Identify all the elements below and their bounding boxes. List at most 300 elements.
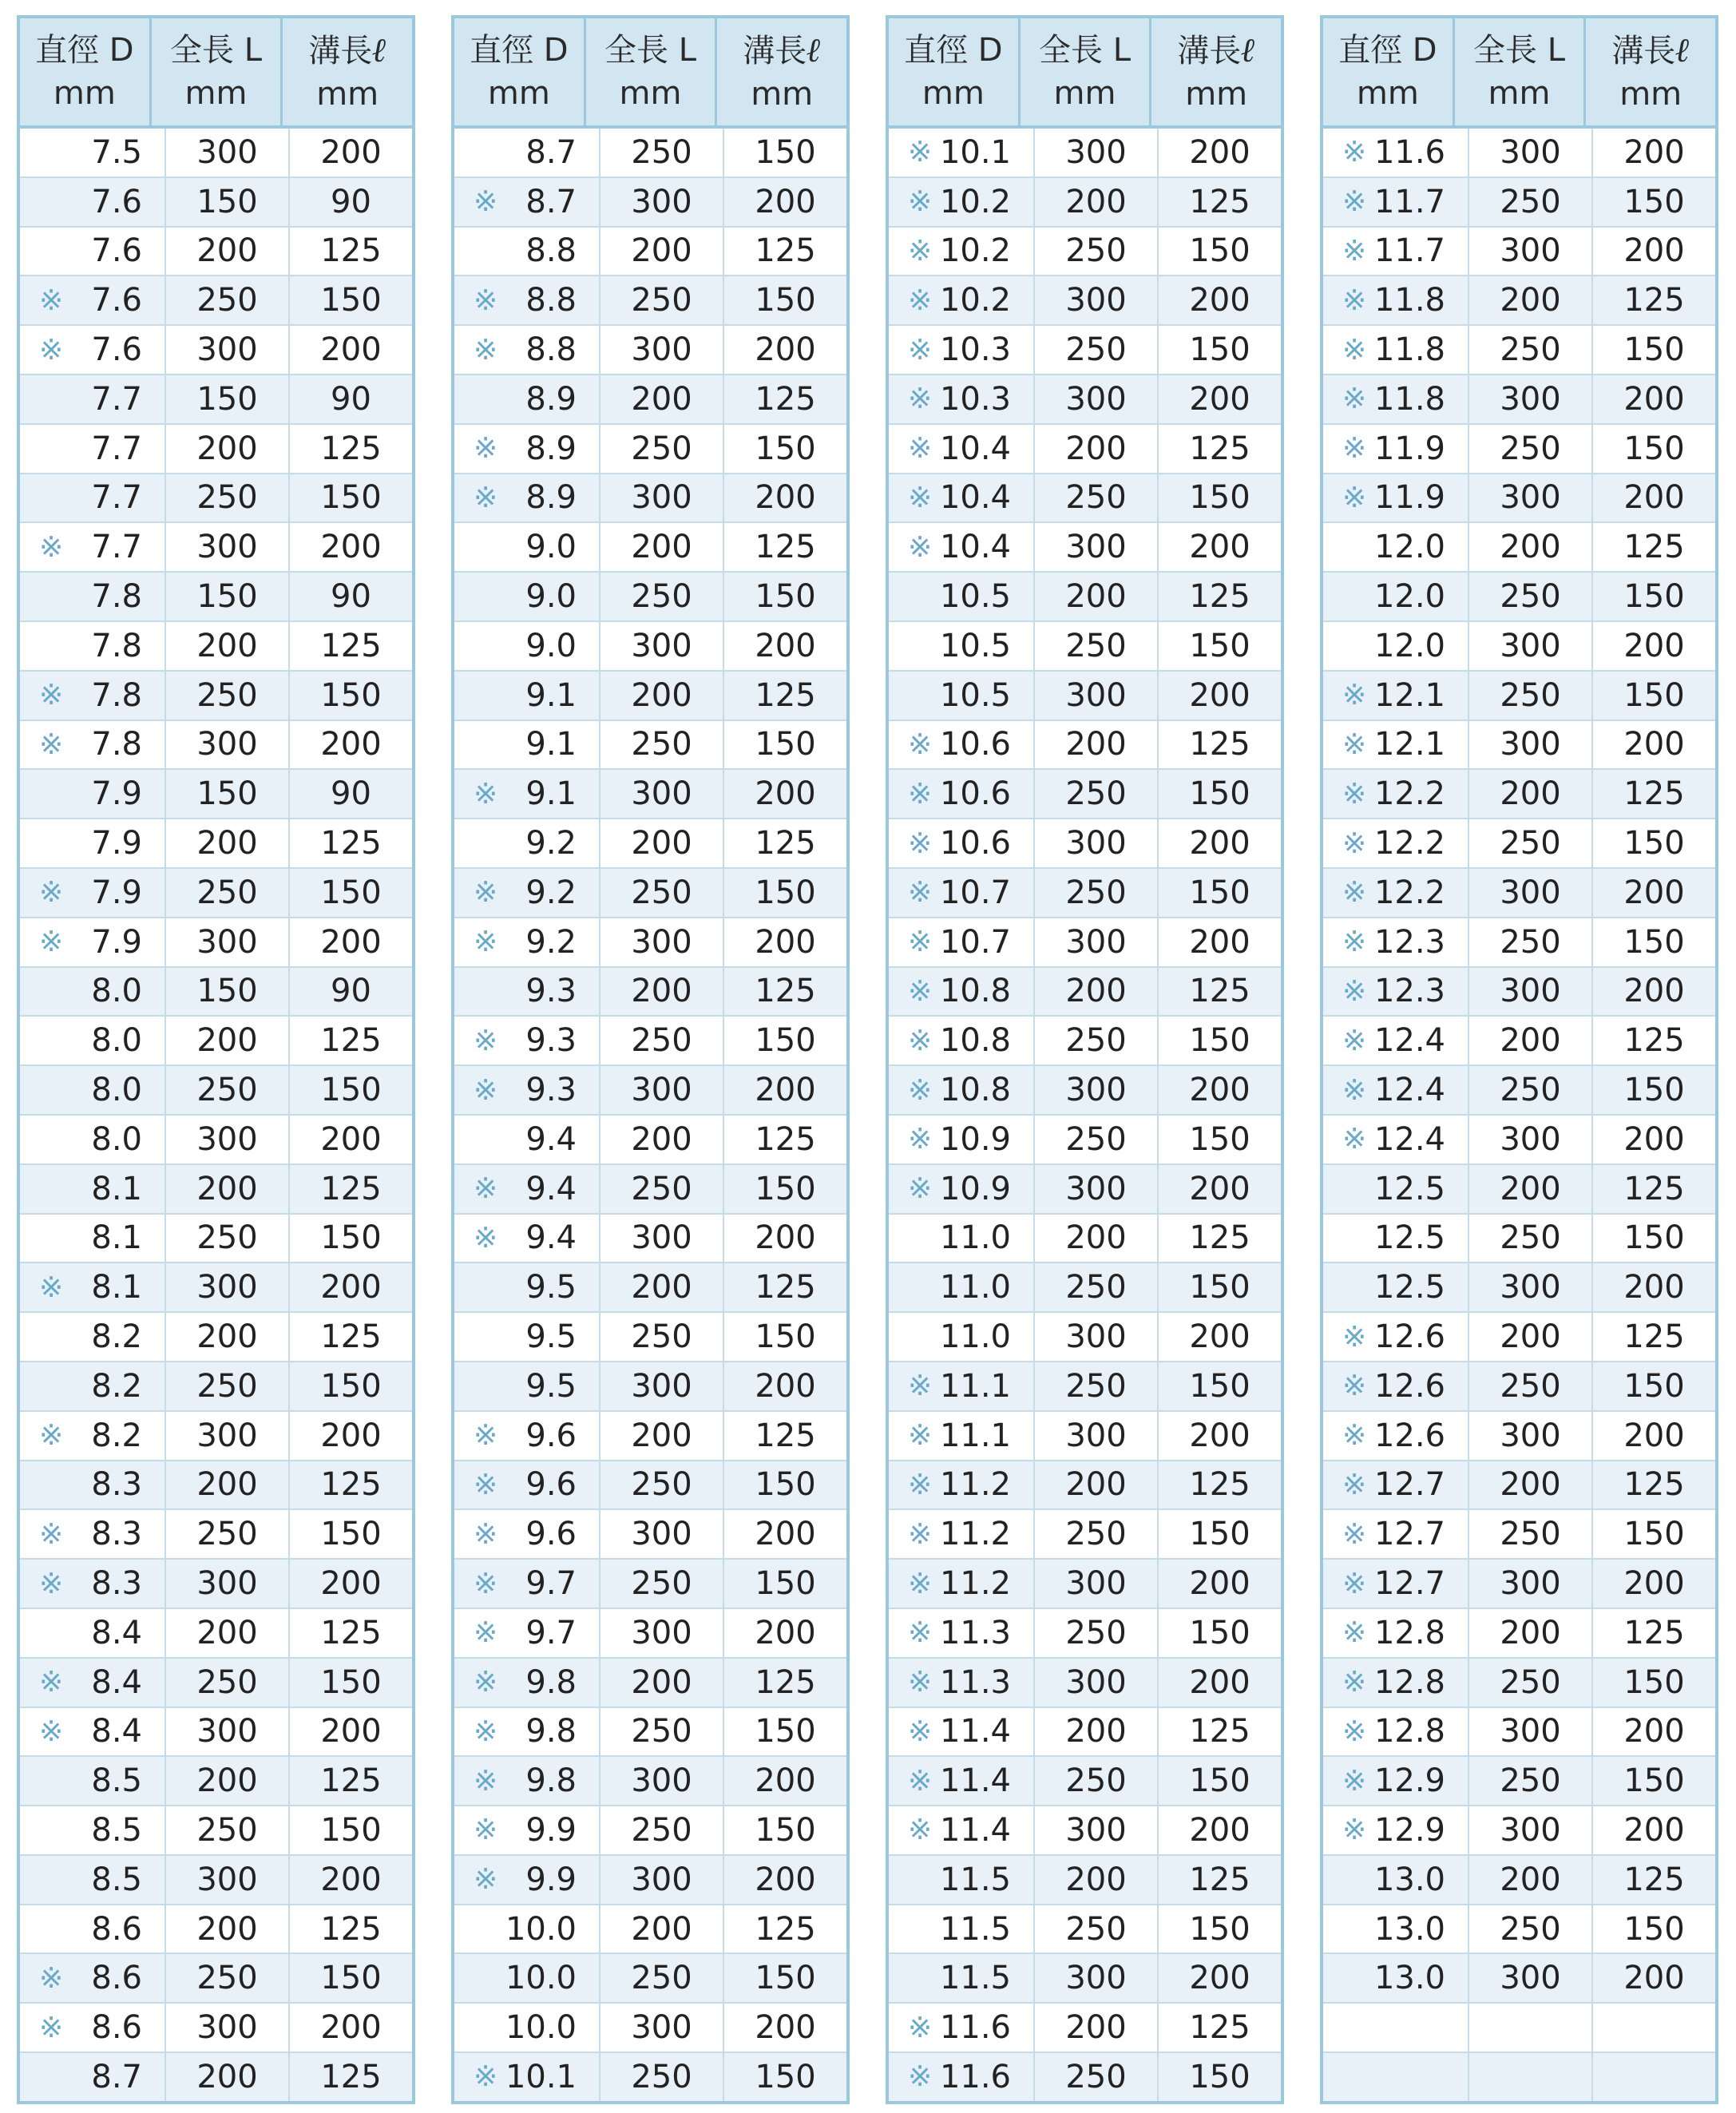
flute-length-cell: 200 xyxy=(1623,479,1685,517)
flute-length-cell: 200 xyxy=(1623,380,1685,418)
length-cell: 150 xyxy=(166,573,290,620)
flute-length-cell: 125 xyxy=(1189,973,1250,1010)
flute-length-cell: 125 xyxy=(320,232,382,270)
length-cell: 200 xyxy=(1469,276,1593,324)
flute-length-cell: 200 xyxy=(1623,1565,1685,1602)
diameter-cell xyxy=(454,1856,600,1904)
flute-length-cell: 150 xyxy=(755,1713,816,1750)
special-order-mark: ※ xyxy=(474,1172,498,1206)
diameter-value: 11.3 xyxy=(939,1614,1011,1651)
diameter-cell xyxy=(1323,721,1469,769)
diameter-cell xyxy=(889,1806,1035,1854)
diameter-value: 10.9 xyxy=(939,1120,1011,1158)
length-cell: 200 xyxy=(166,1313,290,1361)
flute-length-cell: 125 xyxy=(320,1614,382,1651)
table-row xyxy=(889,2004,1281,2053)
length-cell: 200 xyxy=(600,672,724,720)
diameter-cell xyxy=(454,276,600,324)
length-cell: 300 xyxy=(600,770,724,818)
diameter-cell xyxy=(889,918,1035,966)
flute-length-cell: 200 xyxy=(755,1861,816,1898)
diameter-value: 12.9 xyxy=(1373,1762,1445,1800)
length-cell: 300 xyxy=(1035,1313,1159,1361)
flute-length-cell: 150 xyxy=(1623,1663,1685,1701)
diameter-value: 12.4 xyxy=(1373,1072,1445,1109)
flute-length-cell: 200 xyxy=(1189,1565,1250,1602)
diameter-value: 12.4 xyxy=(1373,1022,1445,1060)
diameter-value: 7.6 xyxy=(91,282,142,319)
header-flute-title: 溝長 xyxy=(743,32,807,69)
diameter-cell xyxy=(454,1215,600,1263)
length-cell: 200 xyxy=(1469,1609,1593,1657)
flute-length-cell: 200 xyxy=(755,2009,816,2047)
flute-length-cell: 125 xyxy=(1623,1318,1685,1356)
diameter-cell xyxy=(454,1708,600,1756)
table-row xyxy=(1323,1659,1715,1708)
diameter-value: 10.5 xyxy=(939,578,1011,616)
diameter-value: 8.9 xyxy=(525,430,577,467)
length-cell: 250 xyxy=(600,1708,724,1756)
table-row xyxy=(454,1263,846,1313)
table-row xyxy=(1323,1263,1715,1313)
header-unit: mm xyxy=(1185,75,1248,113)
diameter-value: 7.8 xyxy=(91,676,142,714)
diameter-cell xyxy=(1323,770,1469,818)
special-order-mark: ※ xyxy=(1342,1666,1367,1699)
length-cell: 250 xyxy=(1469,1066,1593,1114)
table-row xyxy=(454,968,846,1017)
header-diameter-title: 直徑 D xyxy=(1338,32,1437,69)
flute-length-cell: 200 xyxy=(755,331,816,369)
table-row xyxy=(889,1066,1281,1116)
diameter-value: 12.0 xyxy=(1373,529,1445,566)
flute-length-cell: 200 xyxy=(320,1120,382,1158)
diameter-cell xyxy=(889,1066,1035,1114)
length-cell: 200 xyxy=(600,819,724,867)
special-order-mark: ※ xyxy=(474,1863,498,1897)
diameter-cell xyxy=(889,178,1035,226)
diameter-value: 11.3 xyxy=(939,1663,1011,1701)
table-row xyxy=(889,1313,1281,1362)
diameter-cell xyxy=(889,1659,1035,1707)
diameter-value: 9.3 xyxy=(525,973,577,1010)
length-cell: 300 xyxy=(1469,375,1593,423)
flute-length-cell: 125 xyxy=(320,627,382,664)
diameter-cell xyxy=(889,968,1035,1016)
special-order-mark: ※ xyxy=(474,1024,498,1057)
header-unit: mm xyxy=(487,75,550,112)
length-cell: 200 xyxy=(1035,721,1159,769)
length-cell: 300 xyxy=(1469,1560,1593,1608)
length-cell: 300 xyxy=(166,129,290,176)
diameter-cell xyxy=(889,1560,1035,1608)
flute-length-cell: 150 xyxy=(320,1367,382,1405)
table-body xyxy=(889,129,1281,2101)
diameter-value: 12.6 xyxy=(1373,1367,1445,1405)
diameter-cell xyxy=(454,1066,600,1114)
length-cell: 200 xyxy=(166,2053,290,2101)
special-order-mark: ※ xyxy=(1342,1123,1367,1156)
diameter-cell xyxy=(1323,1116,1469,1164)
length-cell: 300 xyxy=(600,1362,724,1410)
diameter-cell xyxy=(20,1263,166,1311)
diameter-cell xyxy=(1323,1165,1469,1213)
length-cell: 250 xyxy=(600,573,724,620)
diameter-value: 7.7 xyxy=(91,430,142,467)
table-row xyxy=(454,1905,846,1955)
length-cell: 250 xyxy=(600,1165,724,1213)
table-row xyxy=(889,228,1281,277)
length-cell: 300 xyxy=(1469,1954,1593,2002)
length-cell: 300 xyxy=(1035,375,1159,423)
special-order-mark: ※ xyxy=(908,1764,933,1798)
flute-length-cell: 125 xyxy=(1623,1614,1685,1651)
special-order-mark: ※ xyxy=(1342,1715,1367,1748)
diameter-value: 10.5 xyxy=(939,627,1011,664)
length-cell: 300 xyxy=(1035,1066,1159,1114)
length-cell: 250 xyxy=(1035,228,1159,276)
length-cell: 200 xyxy=(1035,425,1159,473)
diameter-value: 12.5 xyxy=(1373,1170,1445,1207)
header-length-title: 全長 L xyxy=(170,32,262,69)
flute-length-cell: 90 xyxy=(331,775,371,813)
length-cell: 250 xyxy=(166,1215,290,1263)
header-length xyxy=(152,18,283,125)
diameter-cell xyxy=(20,1362,166,1410)
diameter-value: 11.9 xyxy=(1373,479,1445,517)
special-order-mark: ※ xyxy=(1342,1468,1367,1501)
table-row xyxy=(454,228,846,277)
special-order-mark: ※ xyxy=(39,333,64,367)
length-cell: 150 xyxy=(166,770,290,818)
length-cell: 250 xyxy=(600,1954,724,2002)
diameter-cell xyxy=(889,1412,1035,1460)
length-cell: 200 xyxy=(600,1905,724,1953)
table-row xyxy=(20,2004,412,2053)
diameter-cell xyxy=(889,573,1035,620)
diameter-cell xyxy=(1323,968,1469,1016)
table-row xyxy=(454,869,846,918)
diameter-value: 10.4 xyxy=(939,479,1011,517)
table-row xyxy=(1323,1905,1715,1955)
diameter-value: 9.9 xyxy=(525,1861,577,1898)
special-order-mark: ※ xyxy=(908,481,933,514)
special-order-mark: ※ xyxy=(39,1715,64,1748)
table-row xyxy=(889,1362,1281,1412)
special-order-mark: ※ xyxy=(1342,1567,1367,1600)
diameter-cell xyxy=(20,672,166,720)
special-order-mark: ※ xyxy=(1342,1517,1367,1551)
length-cell: 250 xyxy=(600,425,724,473)
length-cell: 300 xyxy=(1469,474,1593,522)
table-row xyxy=(1323,1215,1715,1264)
table-row xyxy=(20,968,412,1017)
header-flute-title-wrap xyxy=(743,29,821,73)
table-row xyxy=(20,869,412,918)
length-cell: 250 xyxy=(166,474,290,522)
special-order-mark: ※ xyxy=(908,2011,933,2044)
special-order-mark: ※ xyxy=(474,432,498,466)
diameter-cell xyxy=(1323,129,1469,176)
table-row xyxy=(889,375,1281,425)
length-cell: 200 xyxy=(1469,1017,1593,1064)
table-row xyxy=(889,178,1281,228)
flute-length-cell: 125 xyxy=(1623,1170,1685,1207)
length-cell: 200 xyxy=(1469,1313,1593,1361)
table-row xyxy=(454,573,846,622)
flute-length-cell: 200 xyxy=(320,133,382,171)
diameter-cell xyxy=(889,1017,1035,1064)
diameter-value: 9.8 xyxy=(525,1762,577,1800)
flute-length-cell: 125 xyxy=(320,1318,382,1356)
table-row xyxy=(889,1017,1281,1066)
diameter-cell xyxy=(1323,2053,1469,2101)
flute-length-cell: 200 xyxy=(1189,825,1250,862)
diameter-cell xyxy=(1323,276,1469,324)
table-row xyxy=(889,1708,1281,1758)
table-row xyxy=(1323,918,1715,968)
diameter-value: 7.9 xyxy=(91,923,142,961)
flute-length-cell: 150 xyxy=(1623,1762,1685,1800)
length-cell: 300 xyxy=(1469,869,1593,917)
flute-length-cell: 200 xyxy=(1189,133,1250,171)
length-cell: 300 xyxy=(1035,672,1159,720)
diameter-value: 12.7 xyxy=(1373,1565,1445,1602)
length-cell: 250 xyxy=(1035,1017,1159,1064)
table-row xyxy=(20,1215,412,1264)
diameter-cell xyxy=(20,523,166,571)
diameter-cell xyxy=(889,869,1035,917)
diameter-value: 10.7 xyxy=(939,923,1011,961)
diameter-cell xyxy=(20,1954,166,2002)
length-cell: 200 xyxy=(1035,1215,1159,1263)
diameter-value: 8.1 xyxy=(91,1170,142,1207)
diameter-value: 12.6 xyxy=(1373,1417,1445,1454)
flute-length-cell: 150 xyxy=(1623,578,1685,616)
special-order-mark: ※ xyxy=(908,1666,933,1699)
flute-length-cell: 200 xyxy=(320,1713,382,1750)
table-row xyxy=(1323,1017,1715,1066)
flute-length-cell: 150 xyxy=(1623,825,1685,862)
header-flute-length xyxy=(717,18,846,125)
diameter-value: 8.7 xyxy=(91,2058,142,2095)
table-row xyxy=(889,1659,1281,1708)
length-cell: 250 xyxy=(1469,1215,1593,1263)
header-unit: mm xyxy=(1619,75,1682,113)
diameter-value: 12.0 xyxy=(1373,627,1445,664)
diameter-cell xyxy=(1323,1017,1469,1064)
diameter-cell xyxy=(889,1215,1035,1263)
special-order-mark: ※ xyxy=(1342,383,1367,416)
special-order-mark: ※ xyxy=(474,876,498,910)
special-order-mark: ※ xyxy=(1342,1073,1367,1107)
diameter-value: 11.0 xyxy=(939,1219,1011,1257)
length-cell: 200 xyxy=(600,968,724,1016)
header-flute-title-wrap xyxy=(1177,29,1255,73)
special-order-mark: ※ xyxy=(908,876,933,910)
length-cell: 200 xyxy=(1035,1856,1159,1904)
length-cell: 250 xyxy=(166,1510,290,1558)
flute-length-cell: 200 xyxy=(1189,1960,1250,1997)
diameter-value: 9.1 xyxy=(525,676,577,714)
diameter-cell xyxy=(454,770,600,818)
special-order-mark: ※ xyxy=(1342,1764,1367,1798)
header-flute-symbol: ℓ xyxy=(1241,30,1256,69)
diameter-value: 8.7 xyxy=(525,133,577,171)
flute-length-cell: 125 xyxy=(1189,1219,1250,1257)
header-unit: mm xyxy=(619,75,682,112)
length-cell: 200 xyxy=(1035,573,1159,620)
length-cell: 250 xyxy=(1469,425,1593,473)
diameter-value: 11.8 xyxy=(1373,282,1445,319)
diameter-value: 9.6 xyxy=(525,1417,577,1454)
flute-length-cell: 200 xyxy=(320,1269,382,1306)
length-cell: 300 xyxy=(1035,819,1159,867)
special-order-mark: ※ xyxy=(474,777,498,811)
diameter-value: 9.3 xyxy=(525,1022,577,1060)
flute-length-cell: 200 xyxy=(1189,923,1250,961)
header-flute-length xyxy=(1586,18,1715,125)
size-table xyxy=(1320,15,1718,2104)
diameter-value: 8.9 xyxy=(525,479,577,517)
diameter-value: 12.8 xyxy=(1373,1663,1445,1701)
table-row xyxy=(889,1806,1281,1856)
flute-length-cell: 125 xyxy=(755,1663,816,1701)
header-unit: mm xyxy=(1356,75,1419,112)
table-body xyxy=(454,129,846,2101)
table-row xyxy=(20,523,412,573)
length-cell: 150 xyxy=(166,375,290,423)
special-order-mark: ※ xyxy=(474,1666,498,1699)
special-order-mark: ※ xyxy=(39,926,64,959)
special-order-mark: ※ xyxy=(1342,974,1367,1008)
length-cell: 250 xyxy=(1035,1905,1159,1953)
diameter-cell xyxy=(889,819,1035,867)
diameter-cell xyxy=(1323,1609,1469,1657)
flute-length-cell: 200 xyxy=(1623,874,1685,911)
flute-length-cell: 150 xyxy=(1189,874,1250,911)
length-cell: 250 xyxy=(1035,1263,1159,1311)
diameter-value: 10.6 xyxy=(939,726,1011,763)
flute-length-cell: 150 xyxy=(1189,775,1250,813)
length-cell: 300 xyxy=(600,474,724,522)
length-cell: 300 xyxy=(600,1215,724,1263)
diameter-cell xyxy=(20,1560,166,1608)
length-cell: 300 xyxy=(1469,968,1593,1016)
diameter-value: 9.5 xyxy=(525,1269,577,1306)
length-cell: 200 xyxy=(600,228,724,276)
table-row xyxy=(889,1165,1281,1215)
diameter-value: 11.5 xyxy=(939,1861,1011,1898)
flute-length-cell: 150 xyxy=(755,282,816,319)
diameter-value: 11.8 xyxy=(1373,380,1445,418)
header-diameter xyxy=(1323,18,1455,125)
table-row xyxy=(454,178,846,228)
diameter-value: 10.0 xyxy=(505,2009,577,2047)
diameter-cell xyxy=(889,474,1035,522)
flute-length-cell: 200 xyxy=(755,479,816,517)
length-cell xyxy=(1469,2004,1593,2052)
diameter-cell xyxy=(454,425,600,473)
special-order-mark: ※ xyxy=(908,926,933,959)
special-order-mark: ※ xyxy=(908,1024,933,1057)
flute-length-cell: 200 xyxy=(1189,1811,1250,1849)
special-order-mark: ※ xyxy=(1342,876,1367,910)
flute-length-cell: 125 xyxy=(1189,430,1250,467)
flute-length-cell: 150 xyxy=(755,2058,816,2095)
diameter-value: 10.9 xyxy=(939,1170,1011,1207)
diameter-cell xyxy=(454,1116,600,1164)
table-row xyxy=(20,1362,412,1412)
length-cell: 200 xyxy=(600,1412,724,1460)
flute-length-cell: 150 xyxy=(320,1960,382,1997)
length-cell: 300 xyxy=(1035,1806,1159,1854)
table-row xyxy=(1323,425,1715,474)
length-cell: 250 xyxy=(1469,1510,1593,1558)
header-flute-title-wrap xyxy=(308,29,386,73)
length-cell: 300 xyxy=(600,622,724,670)
flute-length-cell: 200 xyxy=(1189,1318,1250,1356)
table-row xyxy=(1323,1461,1715,1511)
table-row xyxy=(20,918,412,968)
table-row xyxy=(1323,178,1715,228)
diameter-cell xyxy=(454,1412,600,1460)
diameter-value: 12.5 xyxy=(1373,1219,1445,1257)
diameter-value: 10.8 xyxy=(939,1022,1011,1060)
diameter-value: 7.9 xyxy=(91,874,142,911)
diameter-cell xyxy=(20,721,166,769)
length-cell: 250 xyxy=(600,869,724,917)
diameter-value: 8.0 xyxy=(91,1072,142,1109)
flute-length-cell: 125 xyxy=(755,529,816,566)
table-row xyxy=(454,1856,846,1905)
header-flute-title: 溝長 xyxy=(1611,32,1676,69)
table-row xyxy=(1323,1757,1715,1806)
table-row xyxy=(454,1757,846,1806)
table-row xyxy=(20,1165,412,1215)
diameter-value: 11.0 xyxy=(939,1269,1011,1306)
flute-length-cell: 125 xyxy=(755,676,816,714)
special-order-mark: ※ xyxy=(908,1123,933,1156)
diameter-cell xyxy=(1323,819,1469,867)
table-row xyxy=(1323,1313,1715,1362)
length-cell: 250 xyxy=(1469,573,1593,620)
flute-length-cell: 150 xyxy=(1189,232,1250,270)
diameter-cell xyxy=(889,721,1035,769)
table-row xyxy=(20,1954,412,2004)
length-cell: 300 xyxy=(166,523,290,571)
table-row xyxy=(454,326,846,375)
table-body xyxy=(20,129,412,2101)
diameter-cell xyxy=(454,326,600,374)
diameter-value: 12.0 xyxy=(1373,578,1445,616)
table-row xyxy=(1323,1806,1715,1856)
diameter-cell xyxy=(1323,918,1469,966)
diameter-cell xyxy=(1323,425,1469,473)
diameter-value: 11.7 xyxy=(1373,183,1445,220)
header-flute-length xyxy=(1151,18,1281,125)
flute-length-cell: 150 xyxy=(1189,1910,1250,1948)
length-cell: 250 xyxy=(166,1659,290,1707)
table-row xyxy=(1323,1708,1715,1758)
diameter-value: 10.6 xyxy=(939,775,1011,813)
diameter-value: 10.6 xyxy=(939,825,1011,862)
special-order-mark: ※ xyxy=(1342,1814,1367,1847)
flute-length-cell: 125 xyxy=(1189,1713,1250,1750)
diameter-cell xyxy=(1323,1461,1469,1509)
header-unit: mm xyxy=(184,75,248,112)
flute-length-cell: 200 xyxy=(320,1861,382,1898)
